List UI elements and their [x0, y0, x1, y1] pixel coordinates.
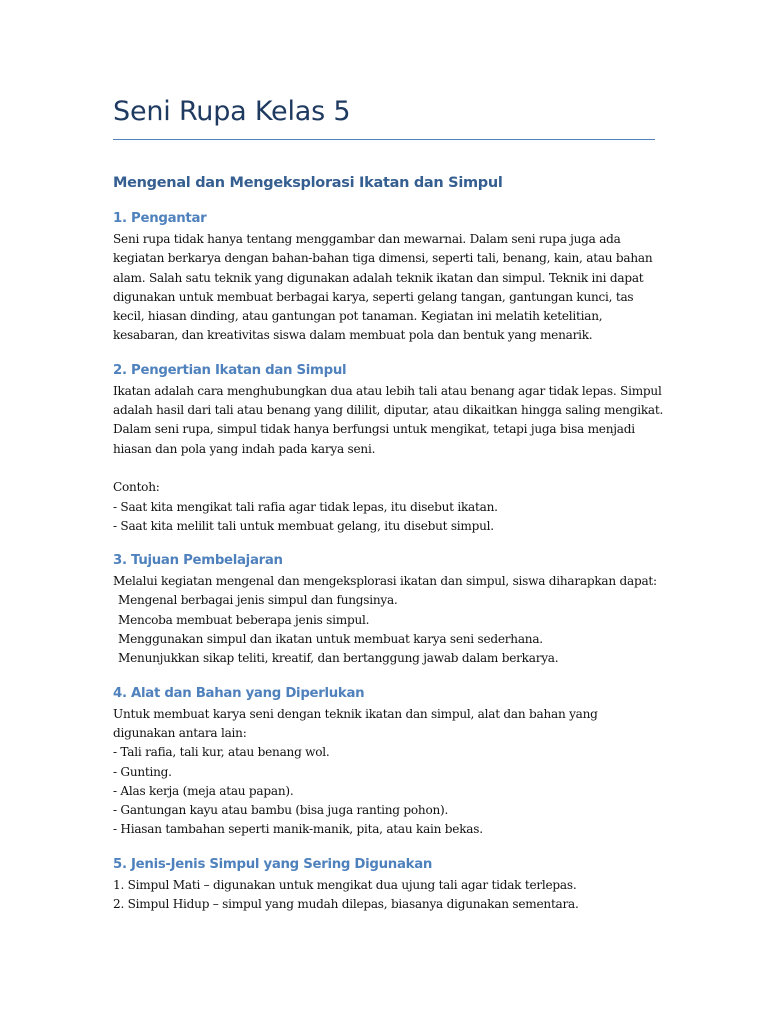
paragraph-line: digunakan untuk membuat berbagai karya, seperti gelang tangan, gantungan kunci, tas: [113, 289, 634, 304]
paragraph-line: digunakan antara lain:: [113, 725, 247, 740]
section-heading: 5. Jenis-Jenis Simpul yang Sering Digunakan: [113, 856, 433, 872]
list-item: - Tali rafia, tali kur, atau benang wol.: [113, 745, 330, 760]
paragraph-line: Melalui kegiatan mengenal dan mengeksplorasi ikatan dan simpul, siswa diharapkan dapat:: [113, 574, 657, 589]
list-item: - Alas kerja (meja atau papan).: [113, 783, 294, 798]
paragraph-line: Untuk membuat karya seni dengan teknik ikatan dan simpul, alat dan bahan yang: [113, 706, 598, 721]
section-paragraph: [113, 382, 664, 459]
paragraph-line: hiasan dan pola yang indah pada karya seni.: [113, 441, 376, 456]
example-item: - Saat kita melilit tali untuk membuat gelang, itu disebut simpul.: [113, 518, 494, 533]
paragraph-line: adalah hasil dari tali atau benang yang dililit, diputar, atau dikaitkan hingga saling mengikat.: [113, 403, 664, 418]
list-item: Menunjukkan sikap teliti, kreatif, dan bertanggung jawab dalam berkarya.: [118, 651, 559, 666]
example-block: [113, 478, 658, 536]
section-heading: 3. Tujuan Pembelajaran: [113, 553, 283, 569]
list-item: - Gantungan kayu atau bambu (bisa juga ranting pohon).: [113, 803, 449, 818]
paragraph-line: kegiatan berkarya dengan bahan-bahan tiga dimensi, seperti tali, benang, kain, atau bahan: [113, 251, 653, 266]
objectives-list: [113, 591, 658, 668]
example-label: Contoh:: [113, 480, 160, 495]
paragraph-line: Dalam seni rupa, simpul tidak hanya berfungsi untuk mengikat, tetapi juga bisa menjadi: [113, 422, 635, 437]
materials-list: [113, 743, 658, 839]
section-pengertian: [113, 360, 664, 536]
list-item: Menggunakan simpul dan ikatan untuk membuat karya seni sederhana.: [118, 632, 543, 647]
list-item: 2. Simpul Hidup – simpul yang mudah dilepas, biasanya digunakan sementara.: [113, 897, 579, 912]
section-intro: [113, 705, 658, 744]
section-heading: 1. Pengantar: [113, 211, 207, 226]
paragraph-line: Seni rupa tidak hanya tentang menggambar dan mewarnai. Dalam seni rupa juga ada: [113, 232, 621, 246]
document-body: [113, 172, 664, 914]
section-intro: [113, 572, 658, 591]
document-subtitle: Mengenal dan Mengeksplorasi Ikatan dan Simpul: [113, 175, 503, 191]
paragraph-line: kesabaran, dan kreativitas siswa dalam membuat pola dan bentuk yang menarik.: [113, 328, 593, 343]
section-jenis-simpul: [113, 854, 658, 915]
list-item: - Hiasan tambahan seperti manik-manik, pita, atau kain bekas.: [113, 822, 483, 837]
list-item: 1. Simpul Mati – digunakan untuk mengikat dua ujung tali agar tidak terlepas.: [113, 877, 577, 892]
paragraph-line: Ikatan adalah cara menghubungkan dua atau lebih tali atau benang agar tidak lepas. Simpul: [113, 383, 662, 398]
list-item: - Gunting.: [113, 764, 172, 779]
section-heading: 4. Alat dan Bahan yang Diperlukan: [113, 685, 365, 701]
list-item: Mencoba membuat beberapa jenis simpul.: [118, 612, 370, 627]
document-page: [113, 0, 664, 1024]
paragraph-line: kecil, hiasan dinding, atau gantungan pot tanaman. Kegiatan ini melatih ketelitian,: [113, 309, 603, 324]
blank-line: [113, 459, 658, 478]
document-title: Seni Rupa Kelas 5: [113, 96, 351, 127]
title-underline: [113, 139, 655, 140]
example-item: - Saat kita mengikat tali rafia agar tidak lepas, itu disebut ikatan.: [113, 499, 498, 514]
section-heading: 2. Pengertian Ikatan dan Simpul: [113, 362, 347, 378]
section-alat-bahan: [113, 683, 658, 840]
paragraph-line: alam. Salah satu teknik yang digunakan adalah teknik ikatan dan simpul. Teknik ini dapat: [113, 270, 644, 285]
knot-types-list: [113, 876, 658, 915]
section-paragraph: [113, 230, 658, 346]
list-item: Mengenal berbagai jenis simpul dan fungsinya.: [118, 593, 398, 608]
section-tujuan: [113, 550, 658, 668]
section-pengantar: [113, 208, 658, 346]
